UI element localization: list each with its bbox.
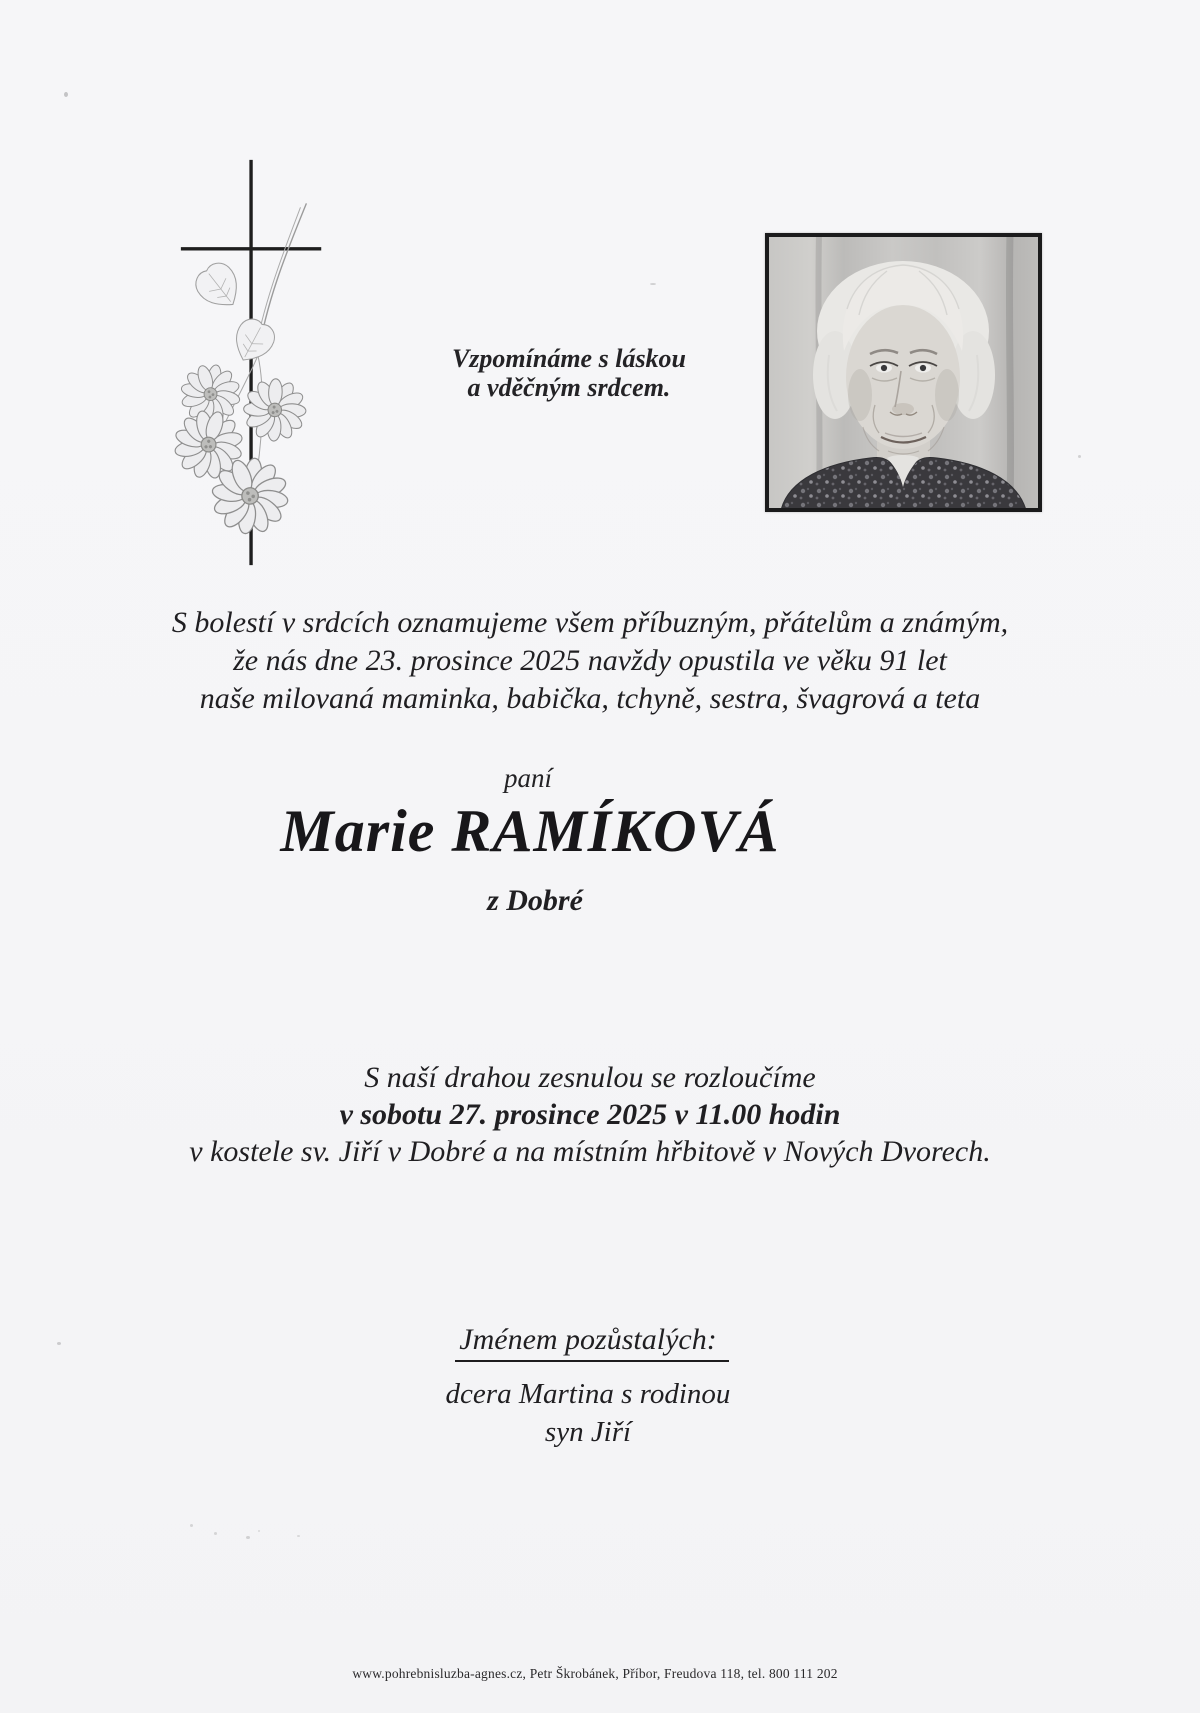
farewell-date-time: v sobotu 27. prosince 2025 v 11.00 hodin (339, 1098, 841, 1131)
farewell-paragraph (90, 1059, 1090, 1170)
announcement-paragraph (90, 604, 1090, 718)
announcement-line3: naše milovaná maminka, babička, tchyně, sestra, švagrová a teta (199, 682, 981, 715)
survivor-daughter: dcera Martina s rodinou (445, 1378, 731, 1410)
deceased-title: paní (503, 763, 552, 793)
farewell-line1: S naší drahou zesnulou se rozloučíme (364, 1061, 816, 1094)
scan-speck (57, 1342, 61, 1345)
announcement-line1: S bolestí v srdcích oznamujeme všem příbuzným, přátelům a známým, (171, 606, 1009, 639)
deceased-name: Marie RAMÍKOVÁ (280, 798, 780, 864)
farewell-location: v kostele sv. Jiří v Dobré a na místním hřbitově v Nových Dvorech. (189, 1135, 991, 1168)
memorial-quote-line1: Vzpomínáme s láskou (451, 344, 687, 373)
deceased-portrait-photo (765, 233, 1042, 512)
scan-speck (190, 1524, 193, 1527)
survivors-heading (92, 1323, 1092, 1362)
scan-speck (1078, 455, 1081, 458)
scan-speck (246, 1536, 250, 1539)
memorial-quote (419, 344, 719, 402)
survivors-heading-text: Jménem pozůstalých: (455, 1323, 728, 1362)
scan-speck (64, 92, 68, 97)
funeral-service-contact: www.pohrebnisluzba-agnes.cz, Petr Škrobánek, Příbor, Freudova 118, tel. 800 111 202 (352, 1666, 838, 1681)
scan-speck (258, 1530, 260, 1532)
memorial-cross-flowers-icon (166, 150, 346, 575)
scan-speck (297, 1535, 300, 1537)
survivor-son: syn Jiří (544, 1416, 632, 1448)
survivors-list (88, 1375, 1088, 1451)
scan-speck (214, 1532, 217, 1535)
portrait-illustration (767, 235, 1040, 510)
announcement-line2: že nás dne 23. prosince 2025 navždy opustila ve věku 91 let (233, 644, 947, 677)
scan-speck (650, 283, 656, 285)
memorial-quote-line2: a vděčným srdcem. (467, 373, 671, 402)
deceased-origin: z Dobré (487, 884, 583, 917)
